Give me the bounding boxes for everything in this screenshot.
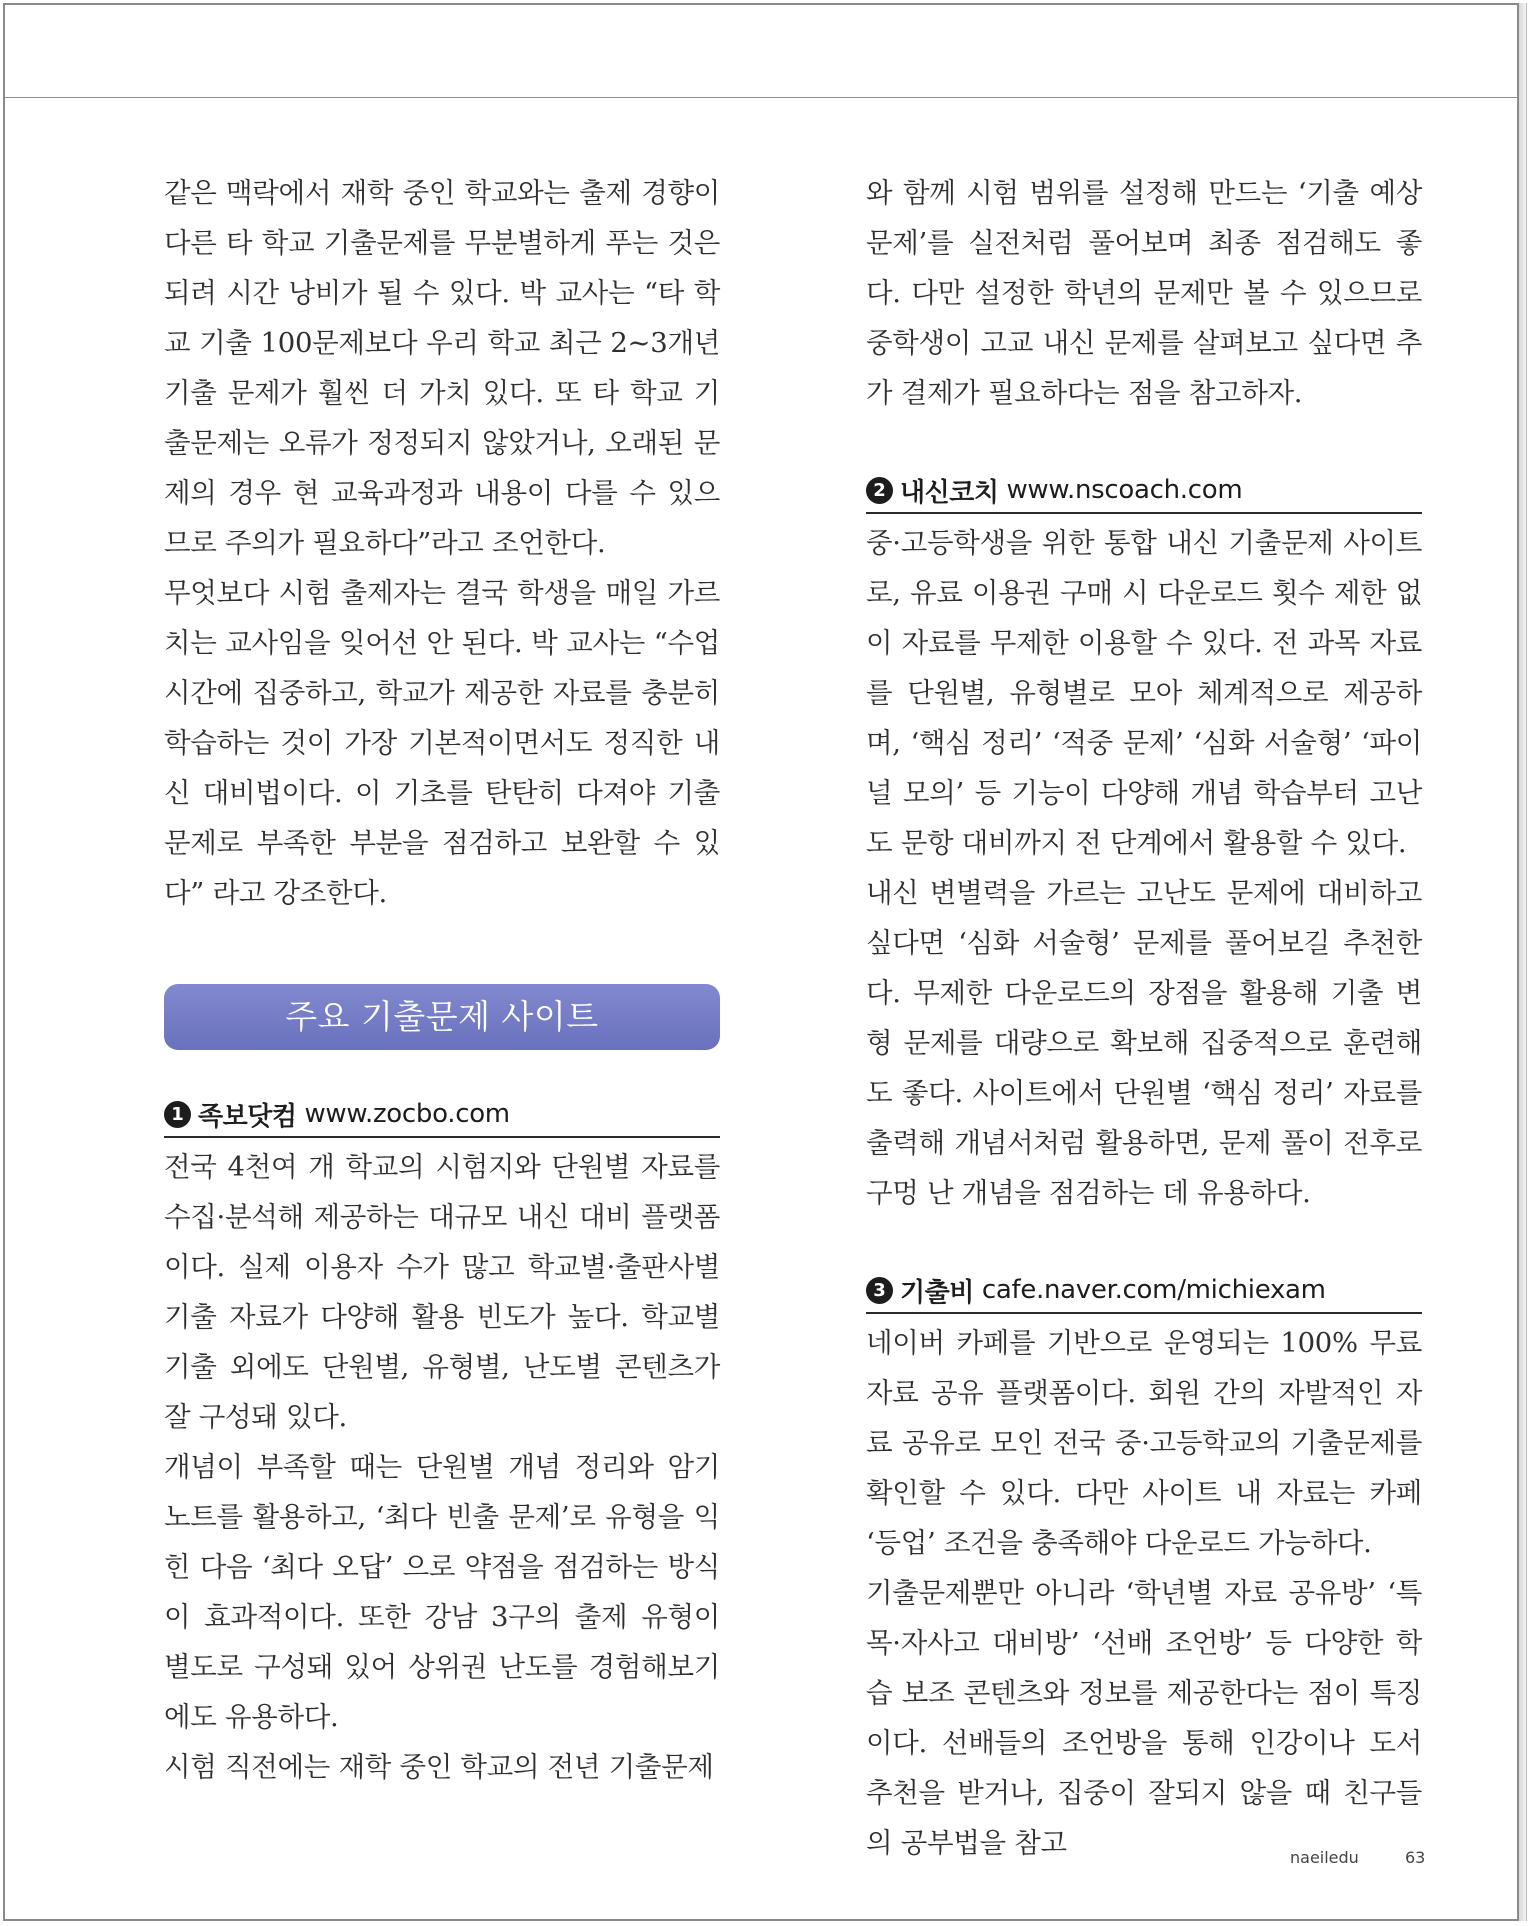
body-paragraph: 시험 직전에는 재학 중인 학교의 전년 기출문제	[164, 1751, 714, 1783]
site-url: www.nscoach.com	[1006, 475, 1243, 505]
header-rule	[5, 97, 1519, 98]
body-paragraph: 전국 4천여 개 학교의 시험지와 단원별 자료를 수집·분석해 제공하는 대규모 내신 대비 플랫폼이다. 실제 이용자 수가 많고 학교별·출판사별 기출 자료가 다양해 활용 빈도가 높다. 학교별 기출 외에도 단원별, 유형별, 난도별 콘텐츠가 잘 구성돼 있다.	[164, 1151, 720, 1433]
body-paragraph: 기출문제뿐만 아니라 ‘학년별 자료 공유방’ ‘특목·자사고 대비방’ ‘선배 조언방’ 등 다양한 학습 보조 콘텐츠와 정보를 제공한다는 점이 특징이다. 선배들의 조언방을 통해 인강이나 도서 추천을 받거나, 집중이 잘되지 않을 때 친구들의 공부법을 참고	[866, 1577, 1422, 1859]
body-paragraph: 와 함께 시험 범위를 설정해 만드는 ‘기출 예상 문제’를 실전처럼 풀어보며 최종 점검해도 좋다. 다만 설정한 학년의 문제만 볼 수 있으므로 중학생이 고교 내신 문제를 살펴보고 싶다면 추가 결제가 필요하다는 점을 참고하자.	[866, 177, 1422, 409]
site-name: 기출비	[900, 1277, 974, 1308]
number-badge: 3	[866, 1277, 893, 1304]
footer-brand: naeiledu	[1290, 1848, 1359, 1867]
body-paragraph: 같은 맥락에서 재학 중인 학교와는 출제 경향이 다른 타 학교 기출문제를 무분별하게 푸는 것은 되려 시간 낭비가 될 수 있다. 박 교사는 “타 학교 기출 100문제보다 우리 학교 최근 2~3개년 기출 문제가 훨씬 더 가치 있다. 또 타 학교 기출문제는 오류가 정정되지 않았거나, 오래된 문제의 경우 현 교육과정과 내용이 다를 수 있으므로 주의가 필요하다”라고 조언한다.	[164, 177, 720, 559]
page-edge	[1519, 3, 1527, 1921]
body-paragraph: 중·고등학생을 위한 통합 내신 기출문제 사이트로, 유료 이용권 구매 시 다운로드 횟수 제한 없이 자료를 무제한 이용할 수 있다. 전 과목 자료를 단원별, 유형별로 모아 체계적으로 제공하며, ‘핵심 정리’ ‘적중 문제’ ‘심화 서술형’ ‘파이널 모의’ 등 기능이 다양해 개념 학습부터 고난도 문항 대비까지 전 단계에서 활용할 수 있다.	[866, 527, 1422, 859]
body-paragraph: 내신 변별력을 가르는 고난도 문제에 대비하고 싶다면 ‘심화 서술형’ 문제를 풀어보길 추천한다. 무제한 다운로드의 장점을 활용해 기출 변형 문제를 대량으로 확보해 집중적으로 훈련해도 좋다. 사이트에서 단원별 ‘핵심 정리’ 자료를 출력해 개념서처럼 활용하면, 문제 풀이 전후로 구멍 난 개념을 점검하는 데 유용하다.	[866, 877, 1422, 1209]
body-paragraph: 네이버 카페를 기반으로 운영되는 100% 무료 자료 공유 플랫폼이다. 회원 간의 자발적인 자료 공유로 모인 전국 중·고등학교의 기출문제를 확인할 수 있다. 다만 사이트 내 자료는 카페 ‘등업’ 조건을 충족해야 다운로드 가능하다.	[866, 1327, 1422, 1559]
site-name: 족보닷컴	[198, 1101, 297, 1132]
right-column	[866, 168, 1422, 1868]
site-url: www.zocbo.com	[304, 1099, 510, 1129]
site-name: 내신코치	[900, 477, 999, 508]
site-url: cafe.naver.com/michiexam	[981, 1275, 1326, 1305]
page-number: 63	[1405, 1848, 1426, 1867]
left-column	[164, 168, 720, 1792]
body-paragraph: 개념이 부족할 때는 단원별 개념 정리와 암기 노트를 활용하고, ‘최다 빈출 문제’로 유형을 익힌 다음 ‘최다 오답’ 으로 약점을 점검하는 방식이 효과적이다. 또한 강남 3구의 출제 유형이 별도로 구성돼 있어 상위권 난도를 경험해보기에도 유용하다.	[164, 1451, 720, 1733]
site-heading-michiexam	[866, 1268, 1422, 1314]
number-badge: 1	[164, 1101, 191, 1128]
number-badge: 2	[866, 477, 893, 504]
site-heading-nscoach	[866, 468, 1422, 514]
body-paragraph: 무엇보다 시험 출제자는 결국 학생을 매일 가르치는 교사임을 잊어선 안 된다. 박 교사는 “수업 시간에 집중하고, 학교가 제공한 자료를 충분히 학습하는 것이 가장 기본적이면서도 정직한 내신 대비법이다. 이 기초를 탄탄히 다져야 기출문제로 부족한 부분을 점검하고 보완할 수 있다” 라고 강조한다.	[164, 577, 720, 909]
section-banner: 주요 기출문제 사이트	[164, 984, 720, 1050]
site-heading-zocbo	[164, 1092, 720, 1138]
